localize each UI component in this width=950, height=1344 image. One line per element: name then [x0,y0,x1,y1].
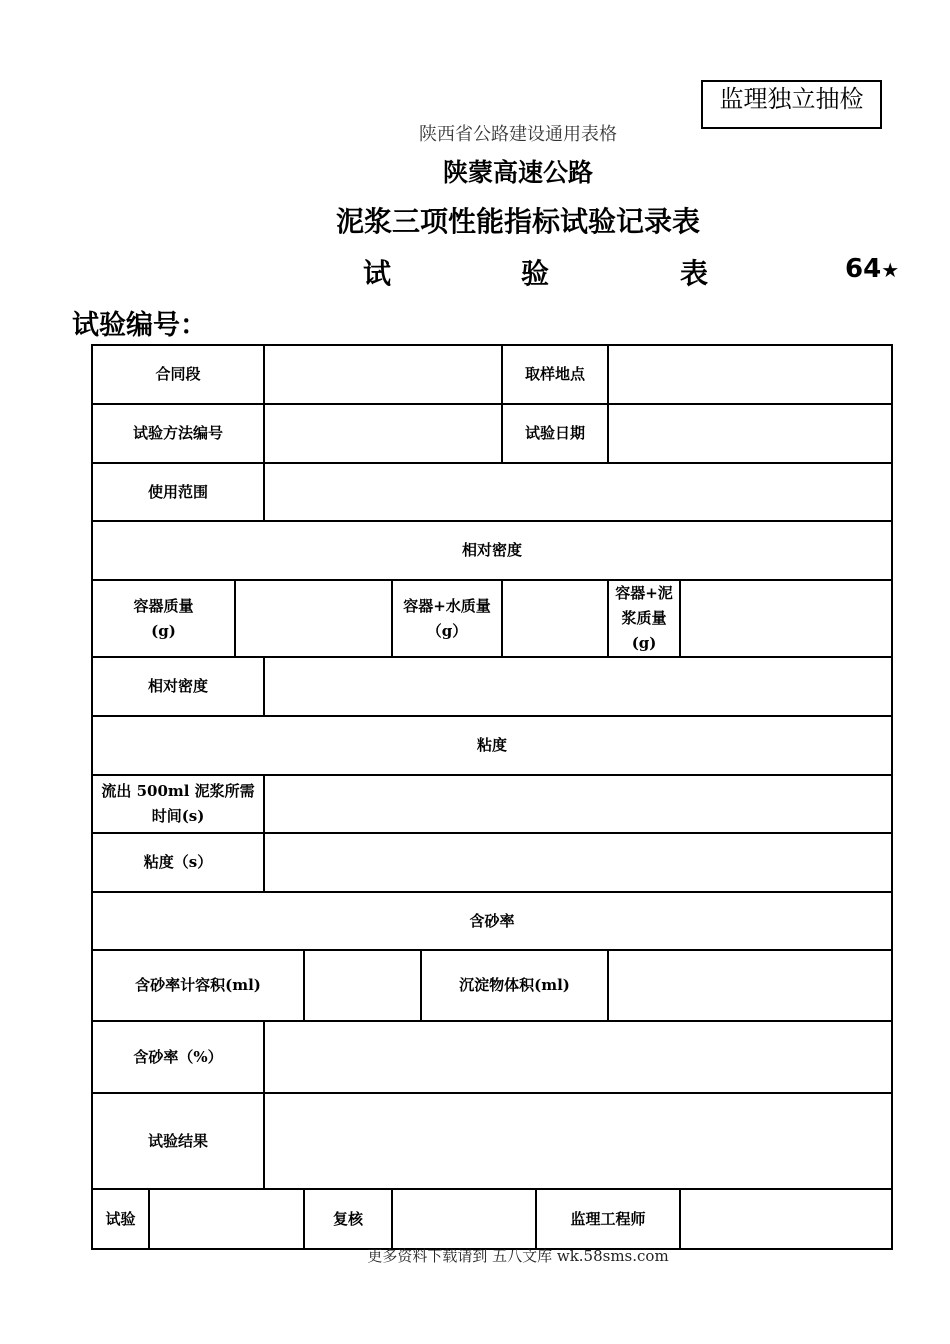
test-method-no-label: 试验方法编号 [92,404,264,463]
container-water-mass-field[interactable] [502,580,608,657]
viscosity-label: 粘度（s） [92,833,264,892]
container-water-mass-label [392,580,502,657]
container-mass-label [92,580,235,657]
record-table [91,344,893,1250]
outflow-time-field[interactable] [264,775,892,833]
general-form-subtitle: 陕西省公路建设通用表格 [419,124,617,145]
scope-field[interactable] [264,463,892,521]
viscosity-field[interactable] [264,833,892,892]
test-method-no-field[interactable] [264,404,502,463]
container-water-mass-label-line1: 容器+水质量 [403,596,491,615]
relative-density-field[interactable] [264,657,892,716]
outflow-time-label-line1: 流出 500ml 泥浆所需 [101,782,255,800]
viscosity-heading: 粘度 [92,716,892,775]
reviewer-label: 复核 [304,1189,392,1249]
sampling-location-label: 取样地点 [502,345,608,404]
contract-section-label: 合同段 [92,345,264,404]
form-label-char-2: 验 [521,257,550,290]
supervision-stamp-box: 监理独立抽检 [701,80,882,129]
test-result-field[interactable] [264,1093,892,1189]
container-mud-mass-label [608,580,680,657]
form-label-char-3: 表 [680,257,709,290]
test-date-field[interactable] [608,404,892,463]
form-title: 泥浆三项性能指标试验记录表 [335,205,700,238]
sampling-location-field[interactable] [608,345,892,404]
sand-content-pct-field[interactable] [264,1021,892,1093]
relative-density-heading: 相对密度 [92,521,892,580]
contract-section-field[interactable] [264,345,502,404]
sediment-volume-label: 沉淀物体积(ml) [421,950,608,1021]
container-mud-mass-label-line1: 容器+泥浆质量 [615,584,673,627]
star-icon: ★ [881,258,900,282]
test-date-label: 试验日期 [502,404,608,463]
sand-content-heading: 含砂率 [92,892,892,950]
scope-label: 使用范围 [92,463,264,521]
relative-density-label: 相对密度 [92,657,264,716]
test-result-label: 试验结果 [92,1093,264,1189]
form-label-char-1: 试 [363,257,392,290]
container-mud-mass-label-line2: (g) [631,634,657,652]
sediment-volume-field[interactable] [608,950,892,1021]
container-water-mass-label-line2: （g） [426,621,468,640]
supervising-engineer-field[interactable] [680,1189,892,1249]
outflow-time-label-line2: 时间(s) [151,807,205,825]
form-number [845,254,899,284]
test-number-label: 试验编号： [72,310,207,341]
container-mass-label-line2: (g) [151,621,176,640]
footer-note: 更多资料下载请到 五八文库 wk.58sms.com [367,1247,669,1265]
reviewer-field[interactable] [392,1189,536,1249]
supervising-engineer-label: 监理工程师 [536,1189,680,1249]
sand-content-pct-label: 含砂率（%） [92,1021,264,1093]
container-mud-mass-field[interactable] [680,580,892,657]
tester-field[interactable] [149,1189,304,1249]
outflow-time-label [92,775,264,833]
sand-meter-volume-field[interactable] [304,950,421,1021]
container-mass-field[interactable] [235,580,392,657]
project-name: 陕蒙高速公路 [442,158,593,187]
tester-label: 试验 [92,1189,149,1249]
container-mass-label-line1: 容器质量 [133,596,194,615]
form-number-value: 64 [845,254,882,284]
sand-meter-volume-label: 含砂率计容积(ml) [92,950,304,1021]
